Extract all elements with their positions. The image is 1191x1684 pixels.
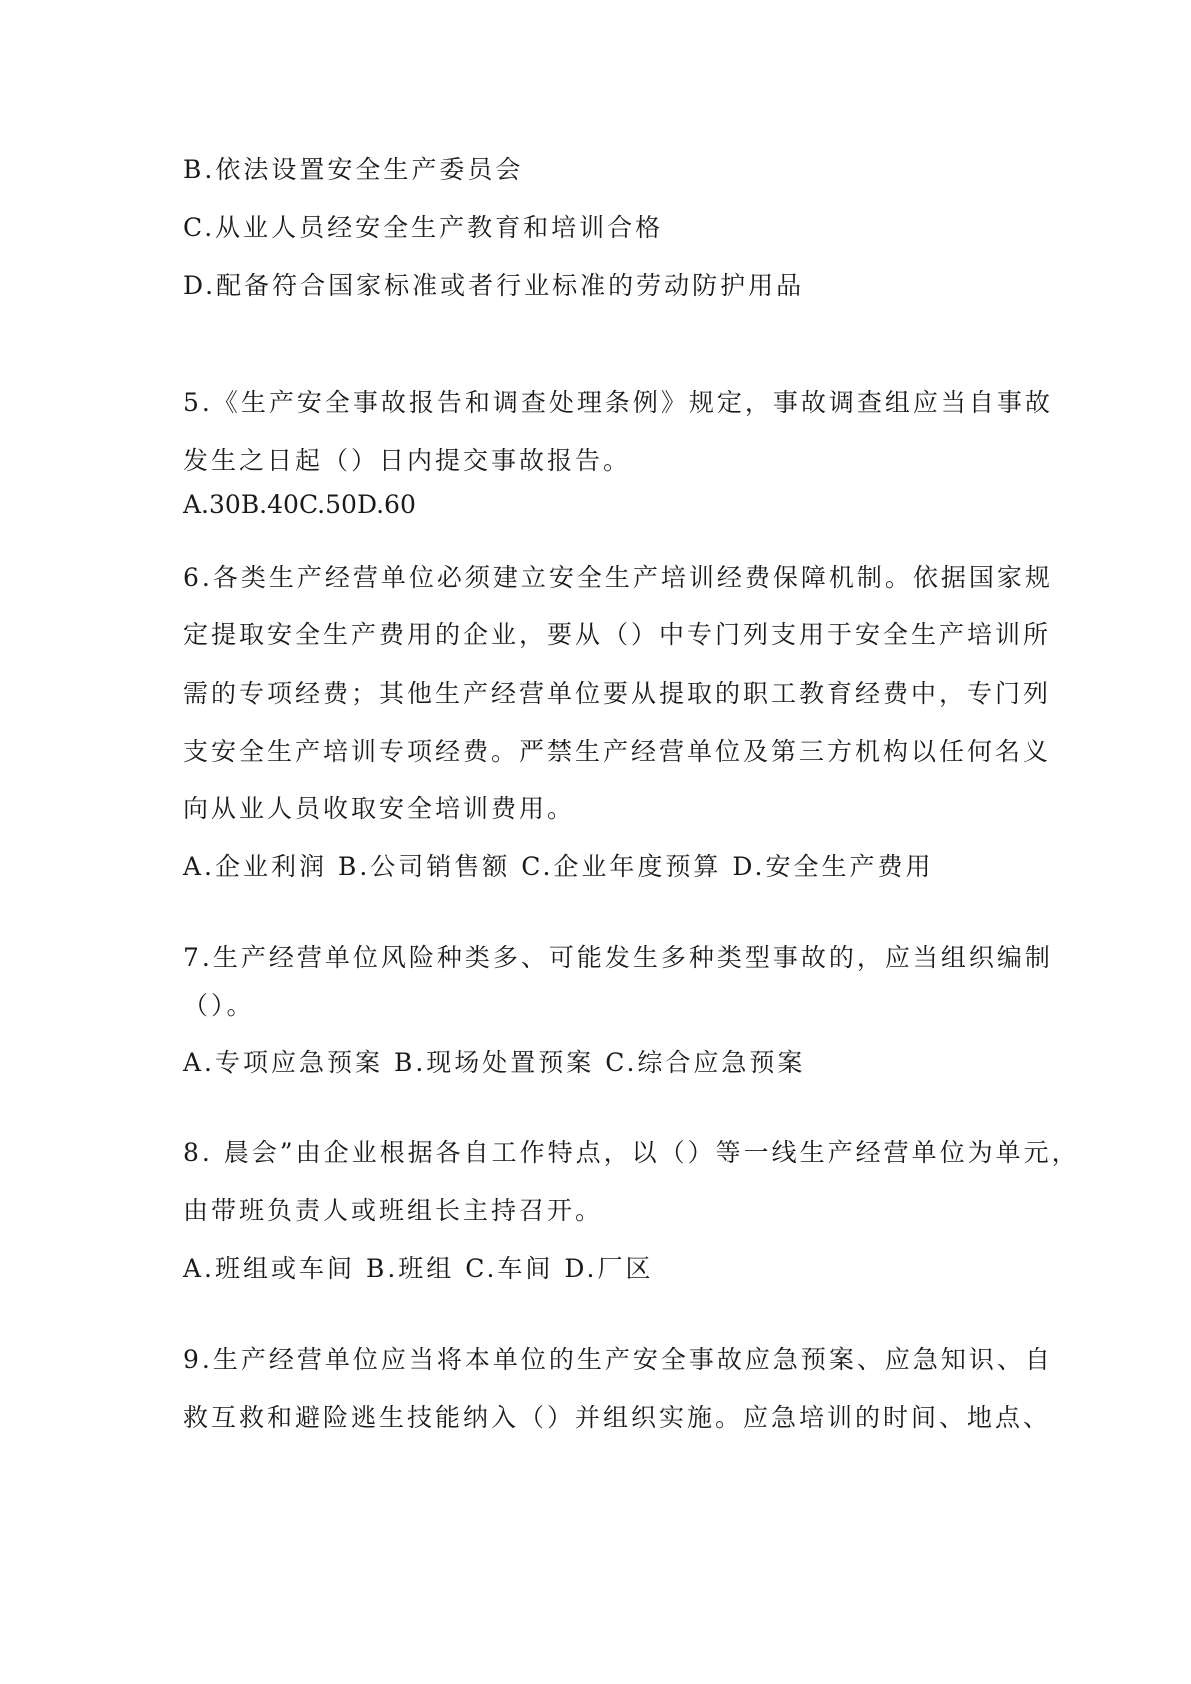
question-9-line-2: 救互救和避险逃生技能纳入（）并组织实施。应急培训的时间、地点、: [183, 1403, 1052, 1432]
option-b-line: B.依法设置安全生产委员会: [183, 155, 524, 184]
question-6-line-1: 6.各类生产经营单位必须建立安全生产培训经费保障机制。依据国家规: [183, 563, 1053, 592]
question-6-line-4: 支安全生产培训专项经费。严禁生产经营单位及第三方机构以任何名义: [183, 737, 1052, 766]
question-6-line-5: 向从业人员收取安全培训费用。: [183, 794, 576, 823]
question-5-line-2: 发生之日起（）日内提交事故报告。: [183, 446, 632, 475]
question-8-options: A.班组或车间 B.班组 C.车间 D.厂区: [183, 1254, 654, 1283]
question-6-line-2: 定提取安全生产费用的企业，要从（）中专门列支用于安全生产培训所: [183, 620, 1052, 649]
question-7-options: A.专项应急预案 B.现场处置预案 C.综合应急预案: [183, 1048, 806, 1077]
question-8-line-1: 8. 晨会”由企业根据各自工作特点，以（）等一线生产经营单位为单元，: [183, 1138, 1080, 1167]
option-c-line: C.从业人员经安全生产教育和培训合格: [183, 213, 664, 242]
question-8-line-2: 由带班负责人或班组长主持召开。: [183, 1196, 604, 1225]
question-6-line-3: 需的专项经费；其他生产经营单位要从提取的职工教育经费中，专门列: [183, 679, 1052, 708]
question-7-line-2: （）。: [183, 991, 255, 1020]
question-6-options: A.企业利润 B.公司销售额 C.企业年度预算 D.安全生产费用: [183, 852, 934, 881]
option-d-line: D.配备符合国家标准或者行业标准的劳动防护用品: [183, 271, 805, 300]
question-5-line-1: 5.《生产安全事故报告和调查处理条例》规定，事故调查组应当自事故: [183, 388, 1053, 417]
question-5-options: A.30B.40C.50D.60: [183, 490, 416, 519]
question-9-line-1: 9.生产经营单位应当将本单位的生产安全事故应急预案、应急知识、自: [183, 1345, 1053, 1374]
question-7-line-1: 7.生产经营单位风险种类多、可能发生多种类型事故的，应当组织编制: [183, 943, 1053, 972]
